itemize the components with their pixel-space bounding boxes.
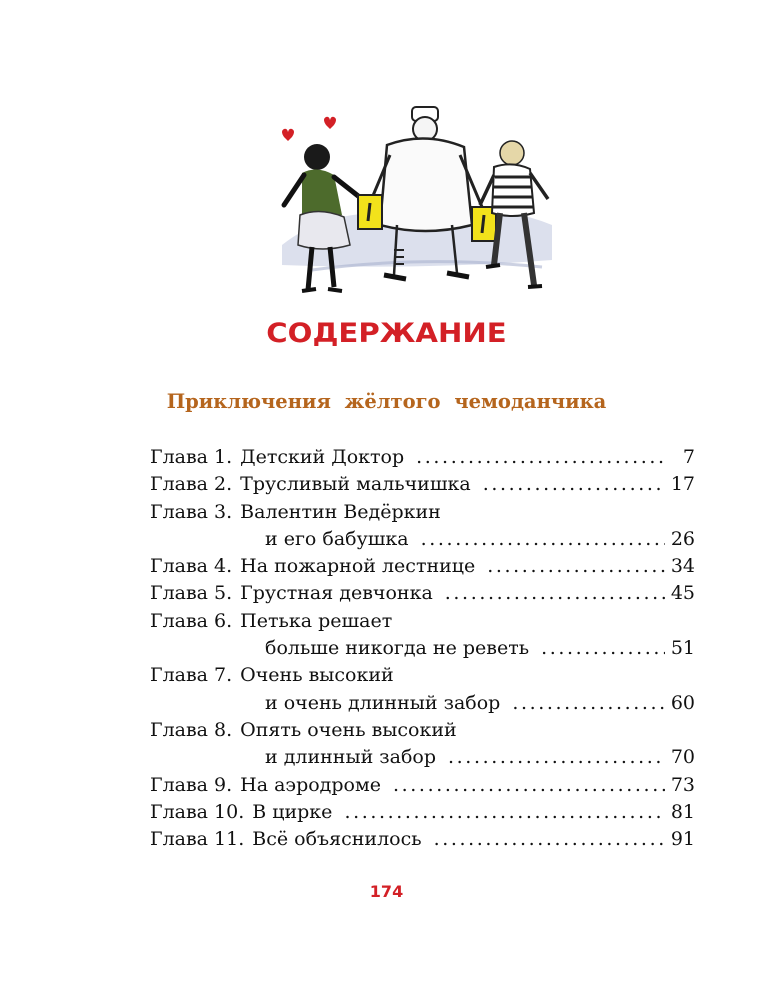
- chapter-title-continuation: и его бабушка: [265, 527, 409, 550]
- toc-entry[interactable]: [150, 471, 695, 498]
- page-number: 91: [670, 828, 695, 851]
- chapter-number: Глава 9.: [150, 773, 233, 796]
- chapter-title: Грустная девчонка: [240, 582, 433, 605]
- toc-entry[interactable]: [150, 580, 695, 607]
- toc-entry-continuation[interactable]: [150, 744, 695, 771]
- chapter-number: Глава 3.: [150, 500, 233, 523]
- chapter-title: Детский Доктор: [240, 446, 405, 468]
- dot-leader: [541, 635, 665, 662]
- dot-leader: [421, 526, 665, 553]
- page-number: 26: [670, 527, 695, 550]
- chapter-title: Опять очень высокий: [240, 718, 457, 741]
- dot-leader: [512, 690, 665, 717]
- dot-leader: [483, 471, 665, 498]
- dot-leader: [448, 744, 665, 771]
- dot-leader: [393, 772, 665, 799]
- chapter-title: Валентин Ведёркин: [240, 500, 441, 523]
- toc-entry[interactable]: [150, 717, 695, 744]
- toc-entry[interactable]: [150, 772, 695, 799]
- page-number: 81: [670, 800, 695, 823]
- toc-entry-continuation[interactable]: [150, 526, 695, 553]
- page-number: 73: [670, 773, 695, 796]
- travelers-illustration: [272, 95, 562, 305]
- dot-leader: [487, 553, 665, 580]
- page-number: 7: [682, 446, 695, 468]
- chapter-title: Очень высокий: [240, 664, 394, 687]
- page-number: 60: [670, 691, 695, 714]
- page-number: 51: [670, 637, 695, 660]
- chapter-number: Глава 5.: [150, 582, 233, 605]
- toc-entry-continuation[interactable]: [150, 690, 695, 717]
- toc-entry[interactable]: [150, 826, 695, 853]
- dot-leader: [445, 580, 665, 607]
- chapter-number: Глава 2.: [150, 473, 233, 496]
- contents-heading: СОДЕРЖАНИЕ: [266, 318, 507, 349]
- page-number: 17: [670, 473, 695, 496]
- chapter-title-continuation: и очень длинный забор: [265, 691, 501, 714]
- chapter-number: Глава 8.: [150, 718, 233, 741]
- page-number: 45: [670, 582, 695, 605]
- chapter-title: Трусливый мальчишка: [240, 473, 471, 496]
- toc-entry[interactable]: [150, 499, 695, 526]
- toc-entry-continuation[interactable]: [150, 635, 695, 662]
- page-folio: 174: [369, 882, 404, 901]
- toc-entry[interactable]: [150, 662, 695, 689]
- chapter-number: Глава 6.: [150, 609, 233, 632]
- book-subtitle: Приключения жёлтого чемоданчика: [166, 390, 607, 413]
- chapter-number: Глава 11.: [150, 828, 245, 851]
- chapter-title: На пожарной лестнице: [240, 555, 476, 578]
- table-of-contents: [150, 444, 695, 853]
- dot-leader: [434, 826, 665, 853]
- chapter-title: На аэродроме: [240, 773, 382, 796]
- dot-leader: [416, 444, 667, 471]
- chapter-number: Глава 7.: [150, 664, 233, 687]
- page-number: 70: [670, 746, 695, 769]
- chapter-title: В цирке: [252, 800, 333, 823]
- chapter-title: Всё объяснилось: [252, 828, 422, 851]
- chapter-title: Петька решает: [240, 609, 393, 632]
- toc-entry[interactable]: [150, 444, 695, 471]
- chapter-number: Глава 1.: [150, 446, 233, 468]
- toc-entry[interactable]: [150, 799, 695, 826]
- dot-leader: [344, 799, 664, 826]
- chapter-number: Глава 10.: [150, 800, 245, 823]
- page-number: 34: [670, 555, 695, 578]
- toc-entry[interactable]: [150, 608, 695, 635]
- toc-entry[interactable]: [150, 553, 695, 580]
- chapter-title-continuation: и длинный забор: [265, 746, 437, 769]
- chapter-number: Глава 4.: [150, 555, 233, 578]
- chapter-title-continuation: больше никогда не реветь: [265, 637, 530, 660]
